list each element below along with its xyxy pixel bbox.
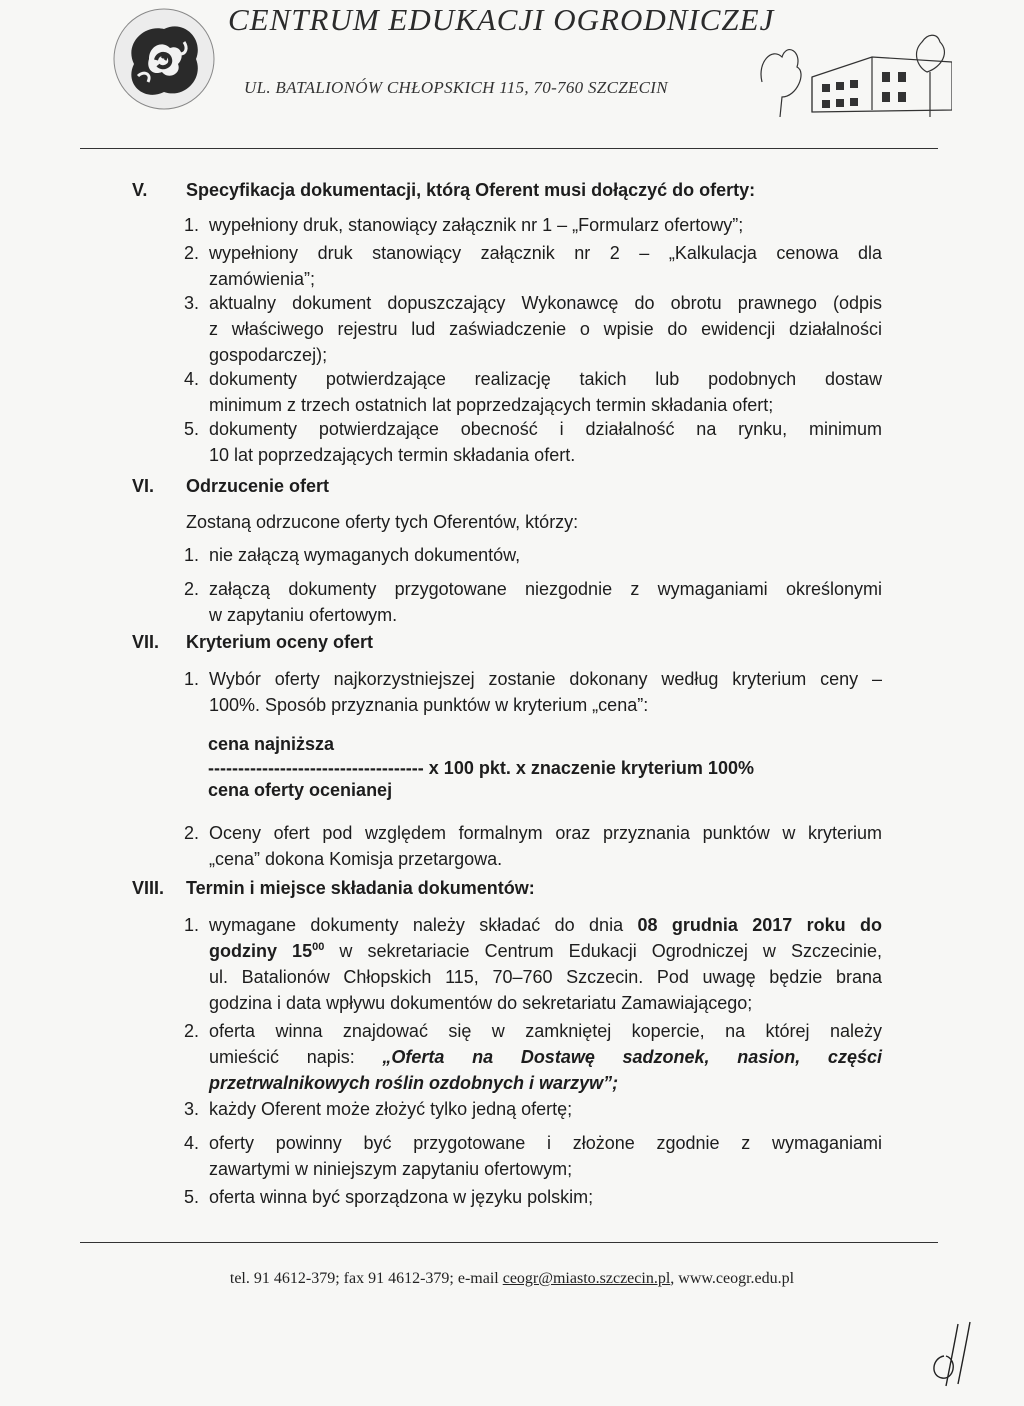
header-divider [80,148,938,149]
section-intro: Zostaną odrzucone oferty tych Oferentów, którzy: [186,512,579,532]
formula-numerator: cena najniższa [208,734,335,754]
section-number: VI. [132,476,155,496]
formula-multiplier: x 100 pkt. x znaczenie kryterium 100% [423,758,754,778]
rose-logo-icon [104,4,222,114]
section-title: Specyfikacja dokumentacji, którą Oferent musi dołączyć do oferty: [186,180,756,200]
website-text: , www.ceogr.edu.pl [670,1270,795,1287]
section-number: V. [132,180,148,200]
footer-contact: tel. 91 4612-379; fax 91 4612-379; e-mail ceogr@miasto.szczecin.pl, www.ceogr.edu.pl [229,1270,795,1287]
section-number: VIII. [132,878,165,898]
signature-icon [924,1316,994,1388]
email-link[interactable]: ceogr@miasto.szczecin.pl [502,1270,671,1287]
school-building-icon [752,22,952,122]
section-title: Termin i miejsce składania dokumentów: [186,878,535,898]
institution-name: CENTRUM EDUKACJI OGRODNICZEJ [228,2,775,37]
footer-divider [80,1242,938,1243]
section-title: Odrzucenie ofert [186,476,330,496]
institution-address: UL. BATALIONÓW CHŁOPSKICH 115, 70-760 SZCZECIN [244,78,668,97]
document-page: CENTRUM EDUKACJI OGRODNICZEJ UL. BATALIONÓW CHŁOPSKICH 115, 70-760 SZCZECIN V. Specyfikacja dokumentacji, którą Oferent musi dołączyć do oferty: 1. wypełniony druk, stanowiący załącznik nr 1 – „Formularz ofertowy”; 2. wypełniony druk stanowiący załącznik nr 2 – „Kalkulacja cenowa dla zamówienia”; 3. aktualny dokument dopuszczający Wykonawcę do obrotu prawnego (odpis z właściwego rejestru lud zaświadczenie o wpisie do ewidencji działalności gospodarczej); 4. dokumenty potwierdzające realizację takich lub podobnych dostaw minimum z trzech ostatnich lat poprzedzających termin składania ofert; 5. dokumenty potwierdzające obecność i działalność na rynku, minimum 10 lat poprzedzających termin składania ofert. VI. Odrzucenie ofert Zostaną odrzucone oferty tych Oferentów, którzy: 1. nie załączą wymaganych dokumentów, 2. załączą dokumenty przygotowane niezgodnie z wymaganiami określonymi w zapytaniu ofertowym. VII. Kryterium oceny ofert 1. Wybór oferty najkorzystniejszej zostanie dokonany według kryterium ceny – 100%. Sposób przyznania punktów w kryterium „cena”: 2. Oceny ofert pod względem formalnym oraz przyznania punktów w kryterium „cena” dokona Komisja przetargowa. cena najniższa ------------------------------------ x 100 pkt. x znaczenie kryterium 100% cena oferty ocenianej VIII. Termin i miejsce składania dokumentów: 1. wymagane dokumenty należy składać do dnia 08 grudnia 2017 roku do godziny $15^{00}$ w sekretariacie Centrum Edukacji Ogrodniczej w Szczecinie, ul. Batalionów Chłopskich 115, 70–760 Szczecin. Pod uwagę będzie brana godzina i data wpływu dokumentów do sekretariatu Zamawiającego; 2. oferta winna znajdować się w zamkniętej kopercie, na której należy umieścić napis: „Oferta na Dostawę sadzonek, nasion, części przetrwalnikowych roślin ozdobnych i warzyw”; 3. każdy Oferent może złożyć tylko jedną ofertę; 4. oferty powinny być przygotowane i złożone zgodnie z wymaganiami zawartymi w niniejszym zapytaniu ofertowym; 5. oferta winna być sporządzona w języku polskim; tel. 91 4612-379; fax 91 4612-379; e-mail ceogr@miasto.szczecin.pl, www.ceogr.edu.pl [0,0,1024,1406]
section-title: Kryterium oceny ofert [186,632,374,652]
formula-line [208,758,754,779]
formula-dashes: ------------------------------------ [208,758,424,778]
section-number: VII. [132,632,160,652]
formula-denominator: cena oferty ocenianej [208,780,393,800]
